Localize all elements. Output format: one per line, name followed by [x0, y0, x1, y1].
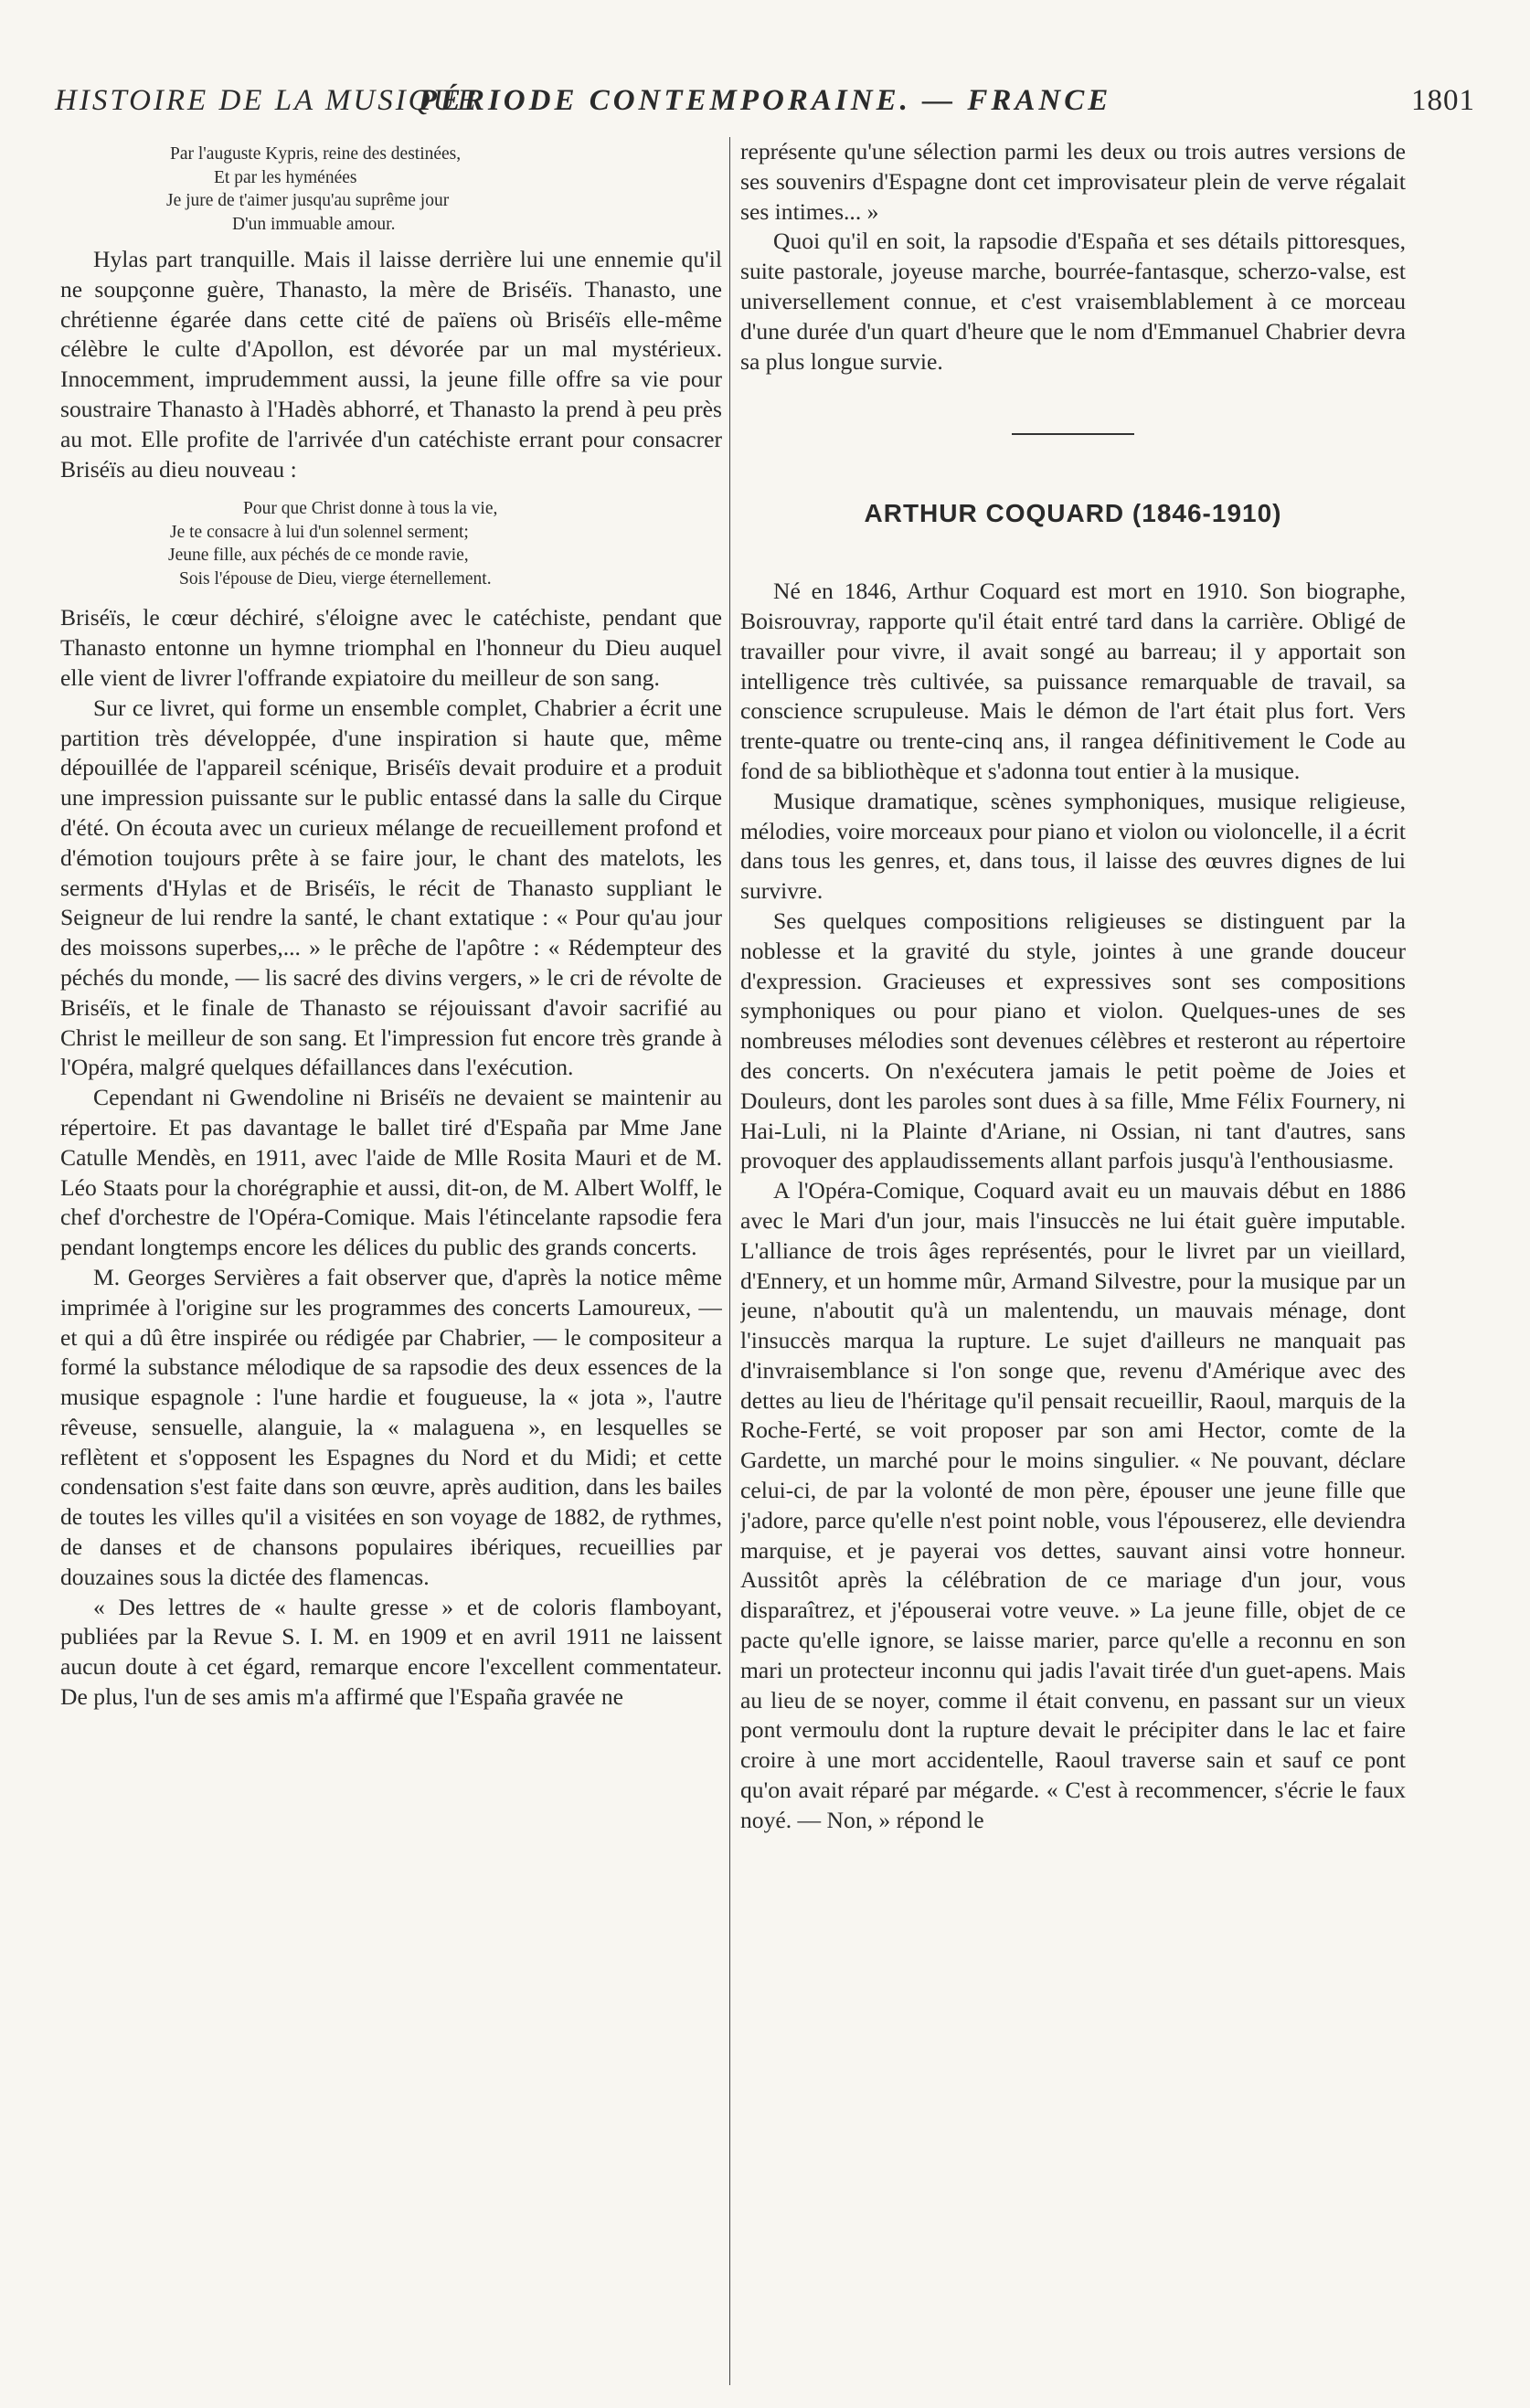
verse-line: Je jure de t'aimer jusqu'au suprême jour [166, 191, 450, 210]
paragraph: « Des lettres de « haulte gresse » et de coloris flamboyant, publiées par la Revue S. I. M. en 1909 et en avril 1911 ne laissent aucun doute à cet égard, remarque encore l'excellent commentateur. De plus, l'un de ses amis m'a affirmé que l'España gravée ne [60, 1593, 722, 1711]
section-separator [1012, 433, 1134, 435]
section-title: ARTHUR COQUARD (1846-1910) [864, 499, 1282, 528]
running-header [55, 84, 1475, 124]
paragraph: Cependant ni Gwendoline ni Briséïs ne devaient se maintenir au répertoire. Et pas davantage le ballet tiré d'España par Mme Jane Catulle Mendès, en 1911, avec l'aide de Mlle Rosita Mauri et de M. Léo Staats pour la chorégraphie et aussi, dit-on, de M. Albert Wolff, le chef d'orchestre de l'Opéra-Comique. Mais l'étincelante rapsodie fera pendant longtemps encore les délices du public des grands concerts. [60, 1084, 722, 1261]
paragraph: représente qu'une sélection parmi les deux ou trois autres versions de ses souvenirs d'Espagne dont cet improvisateur plein de verve régalait ses intimes... » [740, 138, 1406, 225]
header-left: HISTOIRE DE LA MUSIQUE [55, 84, 479, 117]
paragraph: Hylas part tranquille. Mais il laisse derrière lui une ennemie qu'il ne soupçonne guère, Thanasto, la mère de Briséïs. Thanasto, une chrétienne égarée dans cette cité de païens où Briséïs elle-même célèbre le culte d'Apollon, est dévorée par un mal mystérieux. Innocemment, imprudemment aussi, la jeune fille offre sa vie pour soustraire Thanasto à l'Hadès abhorré, et Thanasto la prend à peu près au mot. Elle profite de l'arrivée d'un catéchiste errant pour consacrer Briséïs au dieu nouveau : [60, 246, 722, 483]
left-column [60, 137, 722, 2385]
paragraph: Né en 1846, Arthur Coquard est mort en 1910. Son biographe, Boisrouvray, rapporte qu'il était entré tard dans la carrière. Obligé de travailler pour vivre, il avait songé au barreau; il y apportait son intelligence très cultivée, sa puissance remarquable de travail, sa conscience scrupuleuse. Mais le démon de l'art était plus fort. Vers trente-quatre ou trente-cinq ans, il rangea définitivement le Code au fond de sa bibliothèque et s'adonna tout entier à la musique. [740, 578, 1406, 784]
column-divider [729, 137, 730, 2385]
verse-line: Et par les hyménées [214, 167, 357, 187]
header-center: PÉRIODE CONTEMPORAINE. — FRANCE [418, 84, 1112, 117]
right-column [740, 137, 1406, 2385]
verse-line: D'un immuable amour. [232, 214, 396, 234]
verse-1 [60, 143, 722, 236]
paragraph: A l'Opéra-Comique, Coquard avait eu un mauvais début en 1886 avec le Mari d'un jour, mais l'insuccès ne lui était guère imputable. L'alliance de trois âges représentés, pour le livret par un vieillard, d'Ennery, et un homme mûr, Armand Silvestre, pour la musique par un jeune, n'aboutit qu'à un malentendu, un mauvais ménage, dont l'insuccès marqua la rupture. Le sujet d'ailleurs ne manquait pas d'invraisemblance si l'on songe que, revenu d'Amérique avec des dettes au lieu de l'héritage qu'il pensait recueillir, Raoul, marquis de la Roche-Ferté, se voit proposer par son ami Hector, comte de la Gardette, un marché pour le moins singulier. « Ne pouvant, déclare celui-ci, de par la volonté de mon père, épouser une jeune fille que j'adore, parce qu'elle n'est point noble, vous l'épouserez, elle deviendra marquise, et je payerai vos dettes, sauvant ainsi votre honneur. Aussitôt après la célébration de ce mariage d'un jour, vous disparaîtrez, et j'épouserai votre veuve. » La jeune fille, objet de ce pacte qu'elle ignore, se laisse marier, parce qu'elle a reconnu en son mari un protecteur inconnu qui jadis l'avait tirée d'un guet-apens. Mais au lieu de se noyer, comme il était convenu, en passant sur un vieux pont vermoulu dont la rupture devait le précipiter dans le lac et faire croire à une mort accidentelle, Raoul traverse sain et sauf ce pont qu'on avait réparé par mégarde. « C'est à recommencer, s'écrie le faux noyé. — Non, » répond le [740, 1177, 1406, 1833]
verse-2 [60, 497, 722, 590]
verse-line: Pour que Christ donne à tous la vie, [243, 499, 498, 519]
paragraph: Ses quelques compositions religieuses se distinguent par la noblesse et la gravité du style, jointes à une grande douceur d'expression. Gracieuses et expressives sont ses compositions symphoniques ou pour piano et violon. Quelques-unes de ses nombreuses mélodies sont devenues célèbres et resteront au répertoire des concerts. On n'exécutera jamais le petit poème de Joies et Douleurs, dont les paroles sont dues à sa fille, Mme Félix Fournery, ni Hai-Luli, ni la Plainte d'Ariane, ni Ossian, ni tant d'autres, sans provoquer des applaudissements allant parfois jusqu'à l'enthousiasme. [740, 907, 1406, 1174]
verse-line: Par l'auguste Kypris, reine des destinées, [170, 144, 462, 164]
page-number: 1801 [1411, 84, 1475, 117]
verse-line: Je te consacre à lui d'un solennel serment; [170, 522, 469, 542]
paragraph: Sur ce livret, qui forme un ensemble complet, Chabrier a écrit une partition très développée, d'une inspiration si haute que, même dépouillée de l'appareil scénique, Briséïs devait produire et a produit une impression puissante sur le public entassé dans la salle du Cirque d'été. On écouta avec un curieux mélange de recueillement profond et d'émotion toujours prête à se faire jour, le chant des matelots, les serments d'Hylas et de Briséïs, le récit de Thanasto suppliant le Seigneur de lui rendre la santé, le chant extatique : « Pour qu'au jour des moissons superbes,... » le prêche de l'apôtre : « Rédempteur des péchés du monde, — lis sacré des divins vergers, » le cri de révolte de Briséïs, et le finale de Thanasto se réjouissant d'avoir sacrifié au Christ le meilleur de son sang. Et l'impression fut encore très grande à l'Opéra, malgré quelques défaillances dans l'exécution. [60, 694, 722, 1081]
paragraph: Musique dramatique, scènes symphoniques, musique religieuse, mélodies, voire morceaux pour piano et violon ou violoncelle, il a écrit dans tous les genres, et, dans tous, il laisse des œuvres dignes de lui survivre. [740, 787, 1406, 905]
paragraph: M. Georges Servières a fait observer que, d'après la notice même imprimée à l'origine sur les programmes des concerts Lamoureux, — et qui a dû être inspirée ou rédigée par Chabrier, — le compositeur a formé la substance mélodique de sa rapsodie des deux essences de la musique espagnole : l'une hardie et fougueuse, la « jota », l'autre rêveuse, sensuelle, alanguie, la « malaguena », en lesquelles se reflètent et s'opposent les Espagnes du Nord et du Midi; et cette condensation s'est faite dans son œuvre, après audition, dans les bailes de toutes les villes qu'il a visitées en son voyage de 1882, de rythmes, de danses et de chansons populaires ibériques, recueillies par douzaines sous la dictée des flamencas. [60, 1263, 722, 1590]
paragraph: Quoi qu'il en soit, la rapsodie d'España et ses détails pittoresques, suite pastorale, joyeuse marche, bourrée-fantasque, scherzo-valse, est universellement connue, et c'est vraisemblablement à ce morceau d'une durée d'un quart d'heure que le nom d'Emmanuel Chabrier devra sa plus longue survie. [740, 228, 1406, 375]
verse-line: Jeune fille, aux péchés de ce monde ravie, [168, 546, 469, 566]
verse-line: Sois l'épouse de Dieu, vierge éternellement. [179, 568, 492, 589]
paragraph: Briséïs, le cœur déchiré, s'éloigne avec le catéchiste, pendant que Thanasto entonne un hymne triomphal en l'honneur du Dieu auquel elle vient de livrer l'offrande expiatoire du meilleur de son sang. [60, 604, 722, 691]
